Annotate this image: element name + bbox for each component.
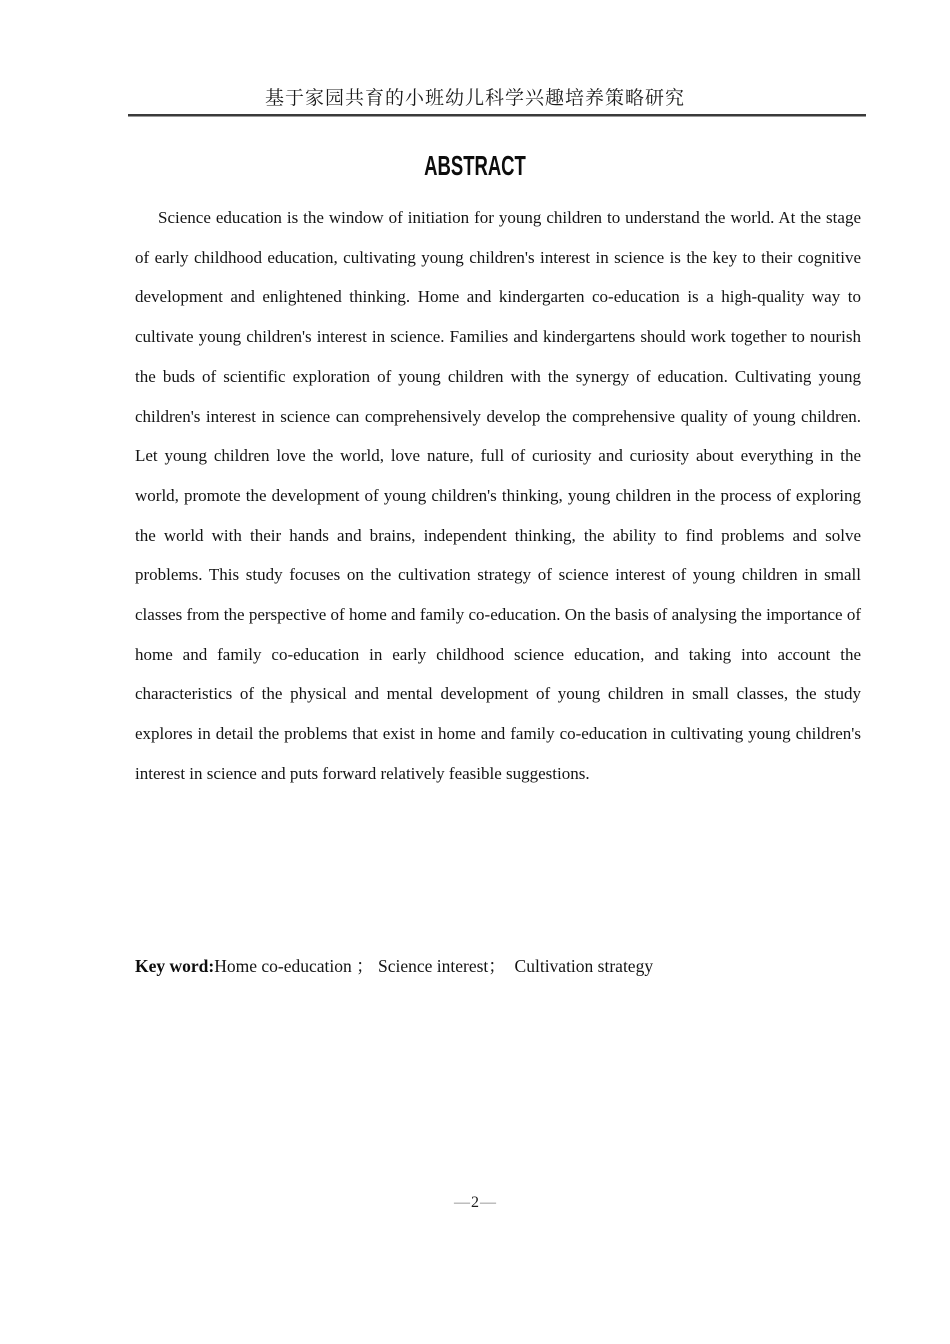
running-header-title: 基于家园共育的小班幼儿科学兴趣培养策略研究 (264, 88, 685, 109)
page-footer (0, 1193, 950, 1213)
footer-dash-right: — (480, 1194, 496, 1211)
abstract-heading-text: ABSTRACT (424, 150, 526, 181)
footer-dash-left: — (454, 1194, 470, 1211)
keywords-label: Key word: (135, 956, 215, 976)
abstract-paragraph: Science education is the window of initiation for young children to understand the world. At the stage of early childhood education, cultivating young children's interest in science is the key to their cognitive development and enlightened thinking. Home and kindergarten co-education is a high-quality way to cultivate young children's interest in science. Families and kindergartens should work together to nourish the buds of scientific exploration of young children with the synergy of education. Cultivating young children's interest in science can comprehensively develop the comprehensive quality of young children. Let young children love the world, love nature, full of curiosity and curiosity about everything in the world, promote the development of young children's thinking, young children in the process of exploring the world with their hands and brains, independent thinking, the ability to find problems and solve problems. This study focuses on the cultivation strategy of science interest of young children in small classes from the perspective of home and family co-education. On the basis of analysing the importance of home and family co-education in early childhood science education, and taking into account the characteristics of the physical and mental development of young children in small classes, the study explores in detail the problems that exist in home and family co-education in cultivating young children's interest in science and puts forward relatively feasible suggestions. (135, 208, 861, 783)
footer-page-number: 2 (471, 1194, 479, 1211)
keywords-value: Home co-education ； Science interest； Cultivation strategy (214, 956, 654, 976)
keywords-line (135, 953, 861, 980)
header-rule (128, 114, 866, 117)
abstract-heading (0, 146, 950, 183)
